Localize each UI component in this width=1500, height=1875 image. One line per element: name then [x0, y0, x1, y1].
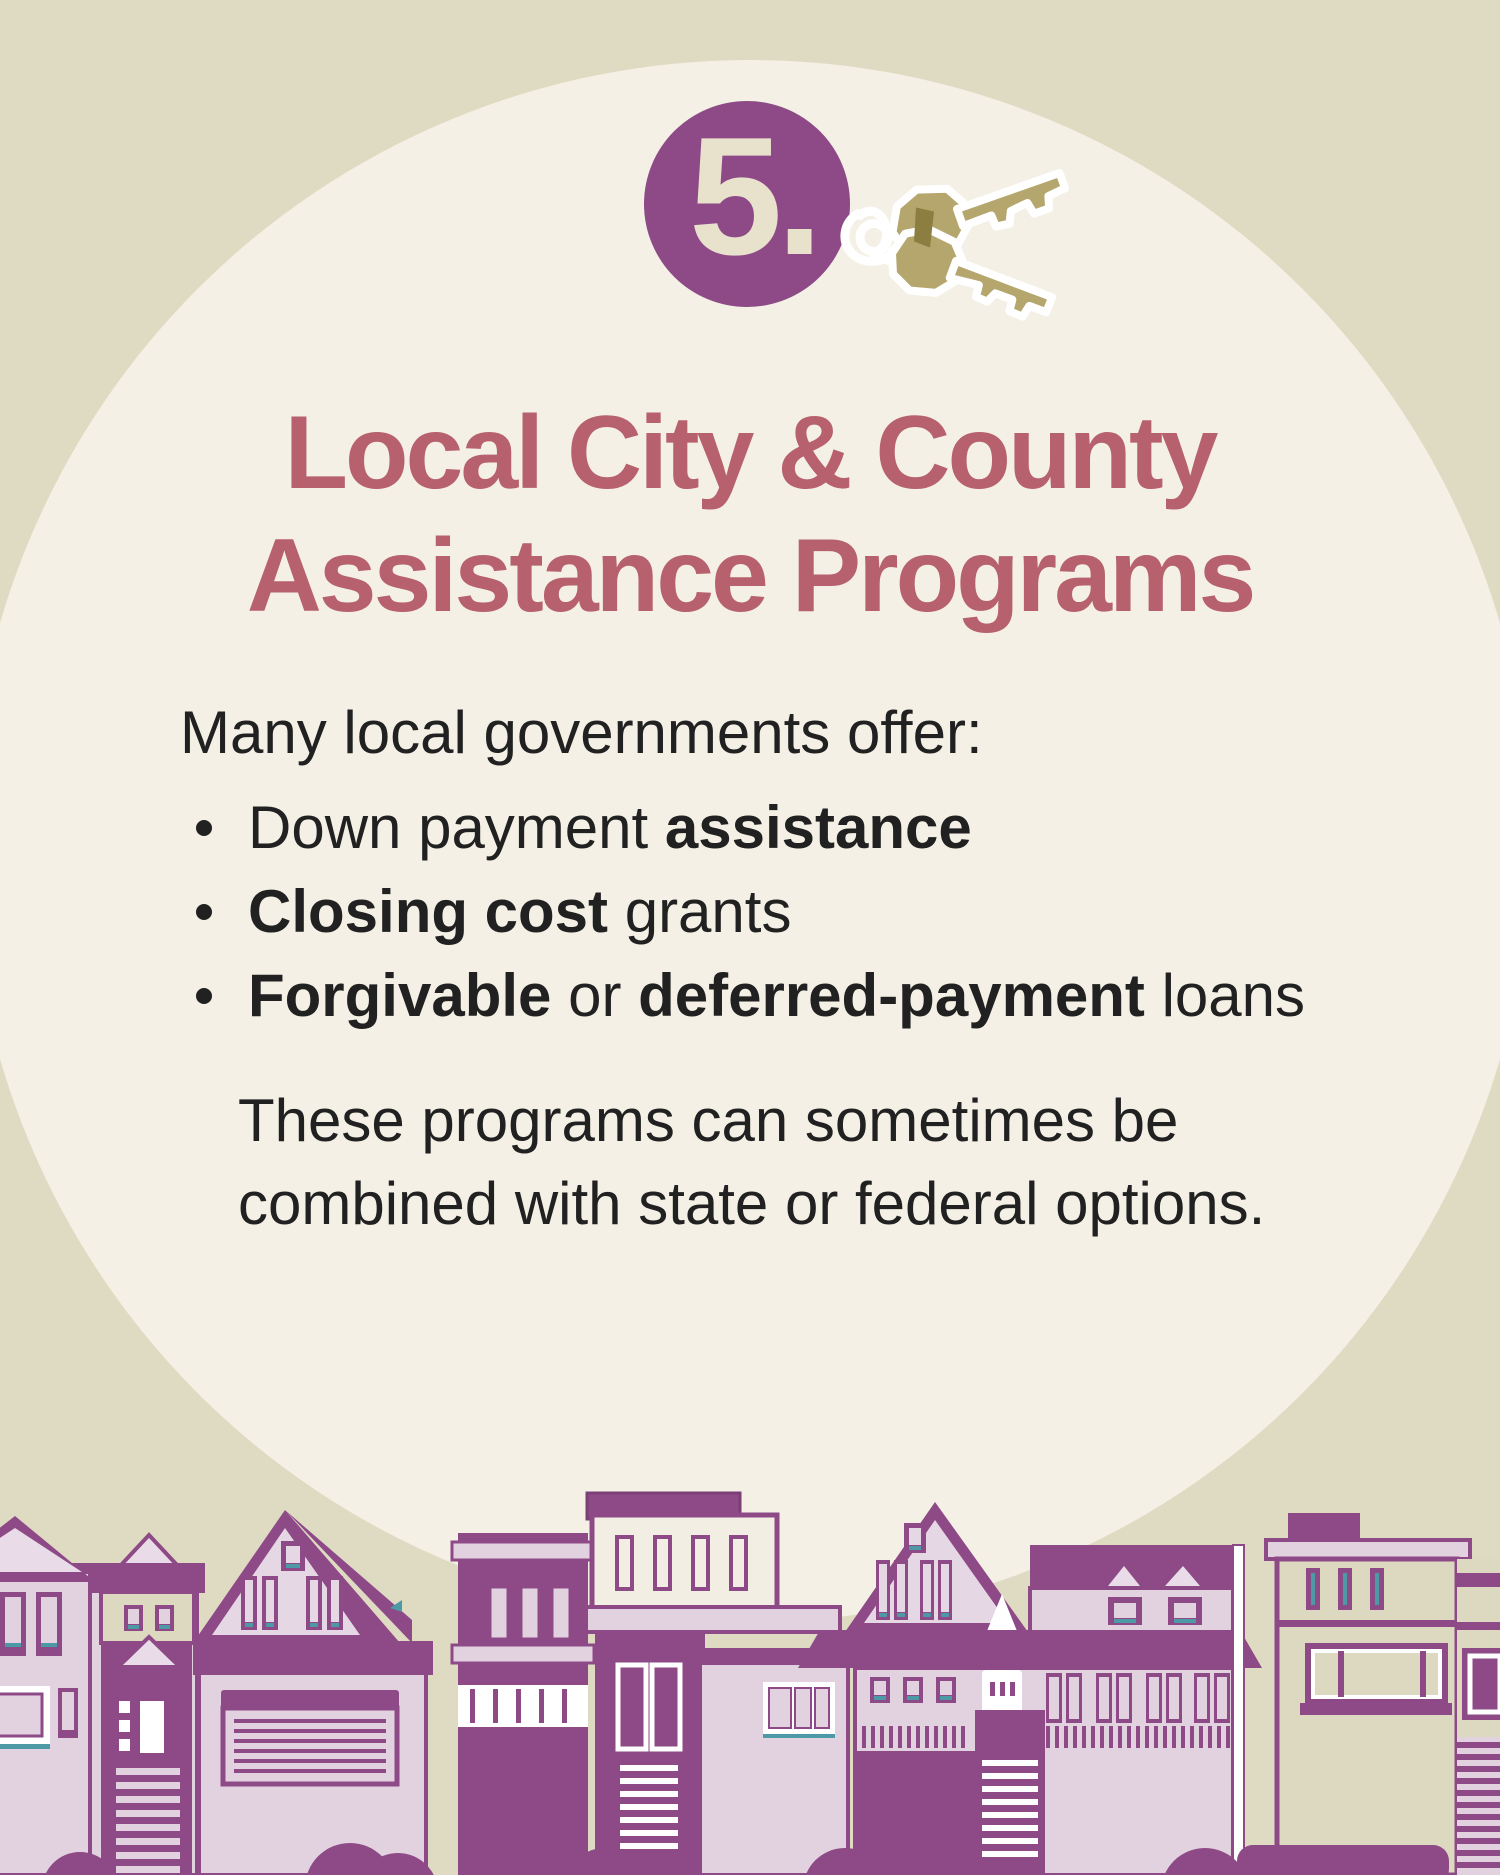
title-line-2: Assistance Programs: [246, 517, 1254, 634]
bullet-list: [180, 795, 1305, 1047]
bullet-text: Forgivable or deferred-payment loans: [248, 962, 1306, 1029]
note-line-2: combined with state or federal options.: [238, 1169, 1266, 1237]
title-line-1: Local City & County: [284, 395, 1216, 511]
note-text: [238, 1080, 1265, 1246]
intro-text: Many local governments offer:: [180, 699, 983, 766]
page-title: [0, 392, 1500, 637]
bullet-dot: [196, 904, 212, 920]
keys-icon: [830, 138, 1090, 328]
step-number-badge: [644, 101, 850, 307]
step-number: 5.: [688, 102, 818, 290]
bullet-item: [180, 795, 1305, 861]
keyring: [860, 224, 888, 252]
bullet-item: [180, 963, 1305, 1029]
cityscape-illustration: [0, 1460, 1500, 1875]
note-line-1: These programs can sometimes be: [238, 1087, 1179, 1154]
bullet-dot: [196, 820, 212, 836]
bullet-dot: [196, 988, 212, 1004]
bullet-text: Closing cost grants: [248, 878, 792, 945]
bullet-text: Down payment assistance: [248, 794, 972, 861]
bullet-item: [180, 879, 1305, 945]
